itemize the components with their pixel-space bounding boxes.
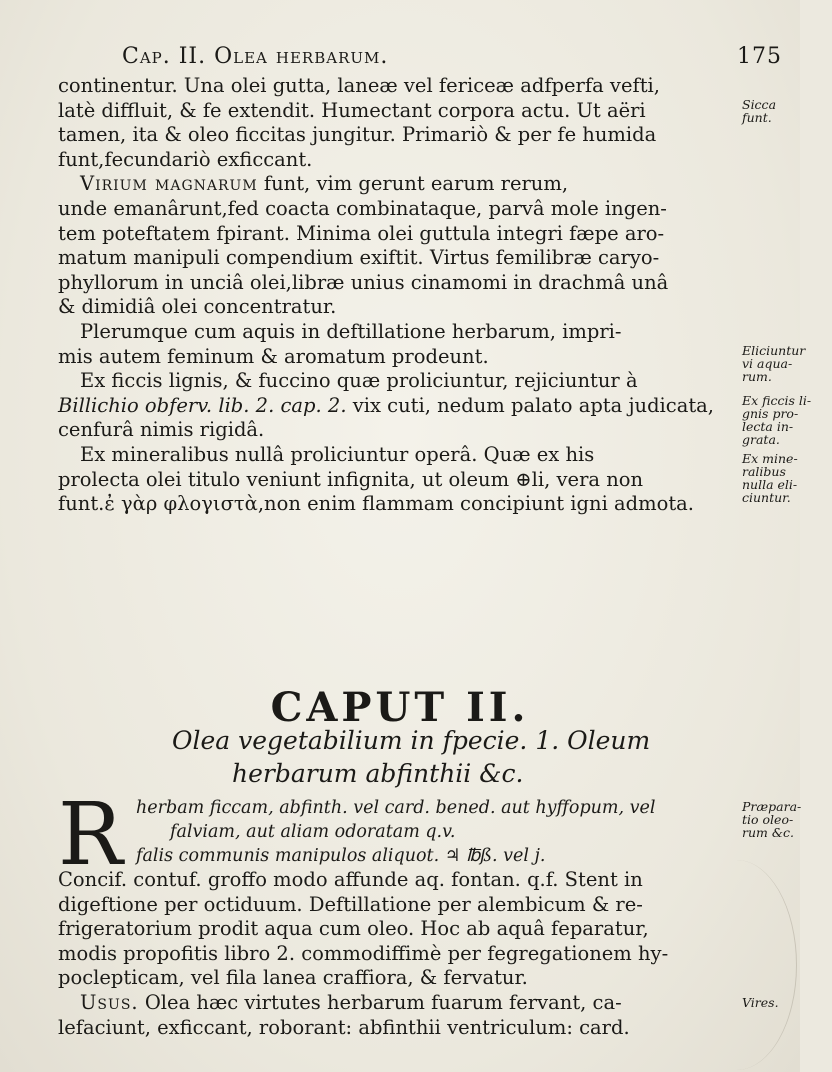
text-block-2 [58, 868, 718, 991]
recipe-line-1: herbam ficcam, abfinth. vel card. bened. aut hyffopum, vel [136, 798, 656, 818]
marginal-note-ex-ficcis: Ex ficcis li- gnis pro- lecta in- grata. [742, 393, 812, 447]
text-block-usus [58, 991, 718, 1040]
text-line: & dimidiâ olei concentratur. [58, 295, 337, 319]
text-line: funt,fecundariò exficcant. [58, 147, 313, 171]
chapter-subtitle-1: Olea vegetabilium in fpecie. 1. Oleum [172, 726, 651, 755]
marginal-note-praeparatio: Præpara- tio oleo- rum &c. [742, 799, 802, 840]
text-line: Plerumque cum aquis in deftillatione herbarum, impri- [80, 319, 622, 343]
text-line: matum manipuli compendium exiftit. Virtus femilibræ caryo- [58, 246, 660, 270]
text-block-1 [58, 74, 718, 517]
text-line: tem poteftatem fpirant. Minima olei guttula integri fæpe aro- [58, 221, 665, 245]
marginal-note-ex-mineralibus: Ex mine- ralibus nulla eli- ciuntur. [742, 451, 798, 505]
text-line: tamen, ita & oleo ficcitas jungitur. Primariò & per fe humida [58, 123, 657, 147]
text-line: funt.ἐ γὰρ φλογιστὰ,non enim flammam concipiunt igni admota. [58, 492, 695, 516]
text-line: digeftione per octiduum. Deftillatione per alembicum & re- [58, 892, 643, 916]
text-line: Concif. contuf. groffo modo affunde aq. fontan. q.f. Stent in [58, 868, 643, 891]
text-line: Virium magnarum funt, vim gerunt earum rerum, [80, 172, 569, 196]
text-line: phyllorum in unciâ olei,libræ unius cinamomi in drachmâ unâ [58, 270, 669, 294]
text-line: latè diffluit, & fe extendit. Humectant corpora actu. Ut aëri [58, 98, 646, 122]
text-line: continentur. Una olei gutta, laneæ vel fericeæ adfperfa vefti, [58, 74, 660, 97]
page-number: 175 [737, 44, 782, 69]
text-line: cenfurâ nimis rigidâ. [58, 418, 265, 442]
chapter-heading: CAPUT II. [270, 684, 530, 731]
recipe-drop-cap: R [58, 785, 123, 885]
text-line: Ex mineralibus nullâ proliciuntur operâ. Quæ ex his [80, 442, 595, 466]
paper-edge-mark [676, 860, 797, 1070]
text-line: mis autem feminum & aromatum prodeunt. [58, 344, 489, 368]
recipe-line-2: falviam, aut aliam odoratam q.v. [170, 822, 456, 842]
running-title: Cap. II. Olea herbarum. [122, 44, 389, 69]
running-header [122, 44, 782, 78]
marginal-note-vires: Vires. [742, 995, 779, 1010]
recipe-line-3: falis communis manipulos aliquot. ♃ ℔ß. vel j. [136, 846, 546, 866]
text-line: lefaciunt, exficcant, roborant: abfinthii ventriculum: card. [58, 1015, 630, 1039]
text-line: poclepticam, vel fila lanea craffiora, & fervatur. [58, 966, 528, 990]
text-line: unde emanârunt,fed coacta combinataque, parvâ mole ingen- [58, 196, 667, 220]
text-line: prolecta olei titulo veniunt infignita, ut oleum ⊕li, vera non [58, 467, 644, 491]
text-line: frigeratorium prodit aqua cum oleo. Hoc ab aquâ feparatur, [58, 917, 649, 941]
text-line: Ex ficcis lignis, & fuccino quæ proliciuntur, rejiciuntur à [80, 369, 638, 393]
chapter-subtitle-2: herbarum abfinthii &c. [232, 759, 524, 788]
marginal-note-eliciuntur: Eliciuntur vi aqua- rum. [742, 343, 806, 384]
text-line: Billichio obferv. lib. 2. cap. 2. vix cuti, nedum palato apta judicata, [58, 393, 715, 417]
usus-heading: Usus. [80, 991, 139, 1014]
marginal-note-sicca: Sicca funt. [742, 97, 777, 125]
text-line: Usus. Olea hæc virtutes herbarum fuarum fervant, ca- [80, 991, 622, 1014]
text-line: modis propofitis libro 2. commodiffimè per fegregationem hy- [58, 941, 669, 965]
virium-heading: Virium magnarum [80, 172, 258, 196]
